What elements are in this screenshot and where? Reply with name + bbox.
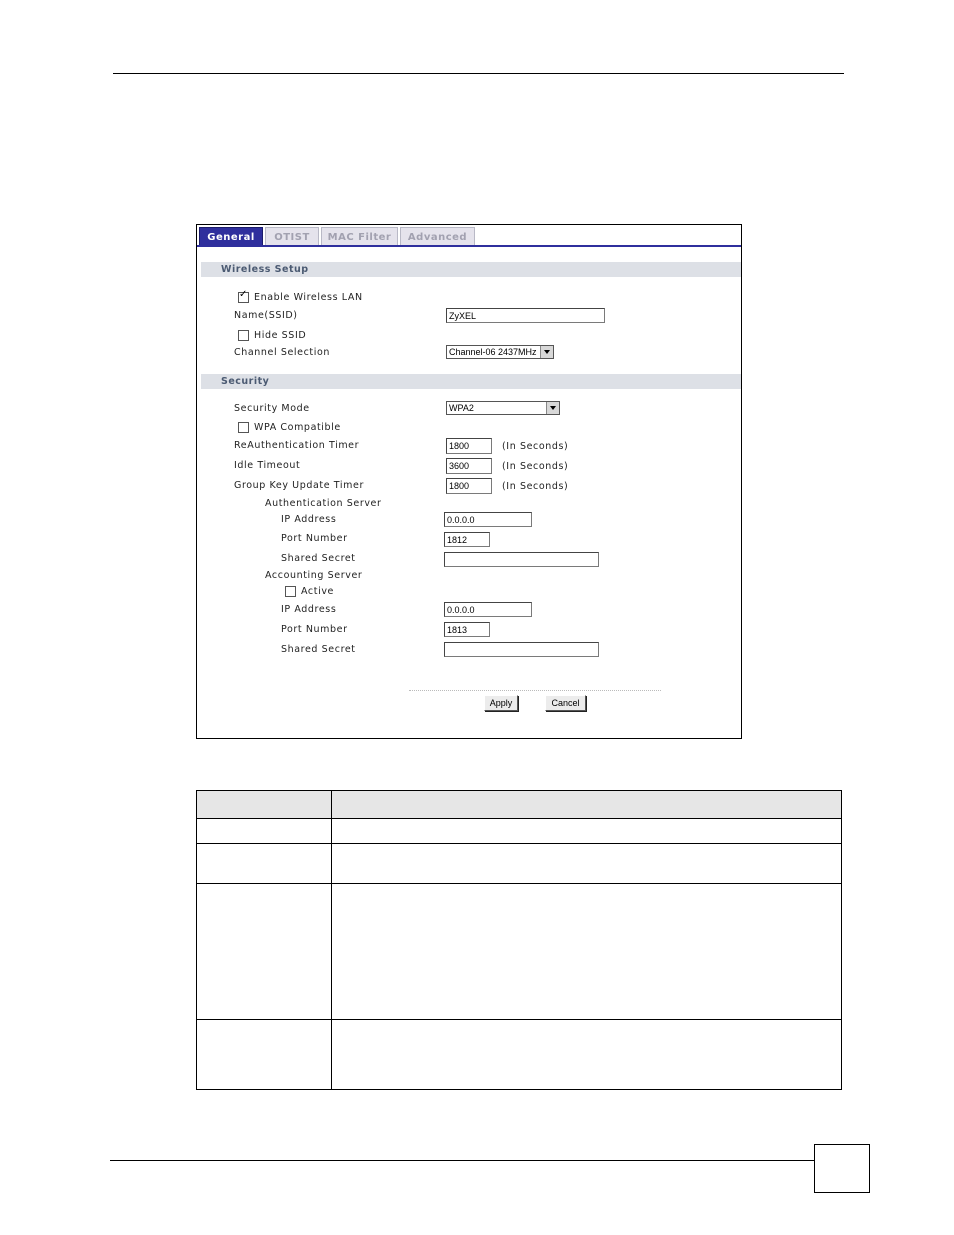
acct-ip-label: IP Address xyxy=(281,604,337,615)
group-key-input[interactable]: 1800 xyxy=(446,478,492,494)
wireless-setup-heading: Wireless Setup xyxy=(201,262,741,277)
reauth-unit: (In Seconds) xyxy=(502,441,569,452)
acct-secret-label: Shared Secret xyxy=(281,644,356,655)
security-mode-value: WPA2 xyxy=(449,403,474,413)
table-cell xyxy=(332,819,842,844)
idle-timeout-label: Idle Timeout xyxy=(234,460,301,471)
group-key-unit: (In Seconds) xyxy=(502,481,569,492)
ssid-label: Name(SSID) xyxy=(234,310,298,321)
table-row xyxy=(197,844,842,884)
table-cell xyxy=(197,819,332,844)
auth-port-label: Port Number xyxy=(281,533,348,544)
hide-ssid-label: Hide SSID xyxy=(254,330,307,341)
header-rule xyxy=(113,73,844,74)
acct-port-label: Port Number xyxy=(281,624,348,635)
auth-secret-input[interactable] xyxy=(444,552,599,567)
idle-timeout-input[interactable]: 3600 xyxy=(446,458,492,474)
hide-ssid-checkbox[interactable] xyxy=(238,330,249,341)
table-cell xyxy=(197,844,332,884)
tab-bar xyxy=(197,227,741,247)
footer-rule xyxy=(110,1160,814,1161)
tab-underline xyxy=(197,245,741,247)
auth-ip-label: IP Address xyxy=(281,514,337,525)
auth-secret-label: Shared Secret xyxy=(281,553,356,564)
acct-server-heading: Accounting Server xyxy=(265,570,363,581)
channel-select[interactable] xyxy=(446,345,554,359)
tab-otist[interactable]: OTIST xyxy=(265,227,319,246)
table-cell xyxy=(197,884,332,1020)
wireless-general-screen xyxy=(196,224,742,739)
idle-timeout-unit: (In Seconds) xyxy=(502,461,569,472)
table-header-cell xyxy=(332,791,842,819)
security-mode-select[interactable] xyxy=(446,401,560,415)
channel-select-value: Channel-06 2437MHz xyxy=(449,347,537,357)
auth-server-heading: Authentication Server xyxy=(265,498,382,509)
security-heading: Security xyxy=(201,374,741,389)
button-separator xyxy=(409,690,661,691)
acct-port-input[interactable]: 1813 xyxy=(444,622,490,637)
table-header-row xyxy=(197,791,842,819)
group-key-label: Group Key Update Timer xyxy=(234,480,364,491)
enable-wireless-checkbox[interactable] xyxy=(238,292,249,303)
page-number-box xyxy=(814,1144,870,1193)
acct-active-label: Active xyxy=(301,586,334,597)
reauth-timer-label: ReAuthentication Timer xyxy=(234,440,360,451)
reauth-timer-input[interactable]: 1800 xyxy=(446,438,492,454)
apply-button[interactable]: Apply xyxy=(484,695,518,711)
cancel-button[interactable]: Cancel xyxy=(545,695,586,711)
table-cell xyxy=(332,1020,842,1090)
wpa-compatible-checkbox[interactable] xyxy=(238,422,249,433)
ssid-input[interactable]: ZyXEL xyxy=(446,308,605,323)
table-cell xyxy=(332,884,842,1020)
table-row xyxy=(197,819,842,844)
acct-ip-input[interactable]: 0.0.0.0 xyxy=(444,602,532,617)
table-header-cell xyxy=(197,791,332,819)
table-cell xyxy=(332,844,842,884)
field-description-table xyxy=(196,790,842,1090)
tab-mac-filter[interactable]: MAC Filter xyxy=(321,227,398,246)
enable-wireless-label: Enable Wireless LAN xyxy=(254,292,363,303)
auth-port-input[interactable]: 1812 xyxy=(444,532,490,547)
security-mode-label: Security Mode xyxy=(234,403,310,414)
table-row xyxy=(197,884,842,1020)
channel-label: Channel Selection xyxy=(234,347,331,358)
wpa-compatible-label: WPA Compatible xyxy=(254,422,341,433)
chevron-down-icon xyxy=(540,346,553,358)
tab-advanced[interactable]: Advanced xyxy=(400,227,475,246)
acct-secret-input[interactable] xyxy=(444,642,599,657)
chevron-down-icon xyxy=(546,402,559,414)
auth-ip-input[interactable]: 0.0.0.0 xyxy=(444,512,532,527)
table-cell xyxy=(197,1020,332,1090)
table-row xyxy=(197,1020,842,1090)
acct-active-checkbox[interactable] xyxy=(285,586,296,597)
tab-general[interactable]: General xyxy=(199,227,263,246)
